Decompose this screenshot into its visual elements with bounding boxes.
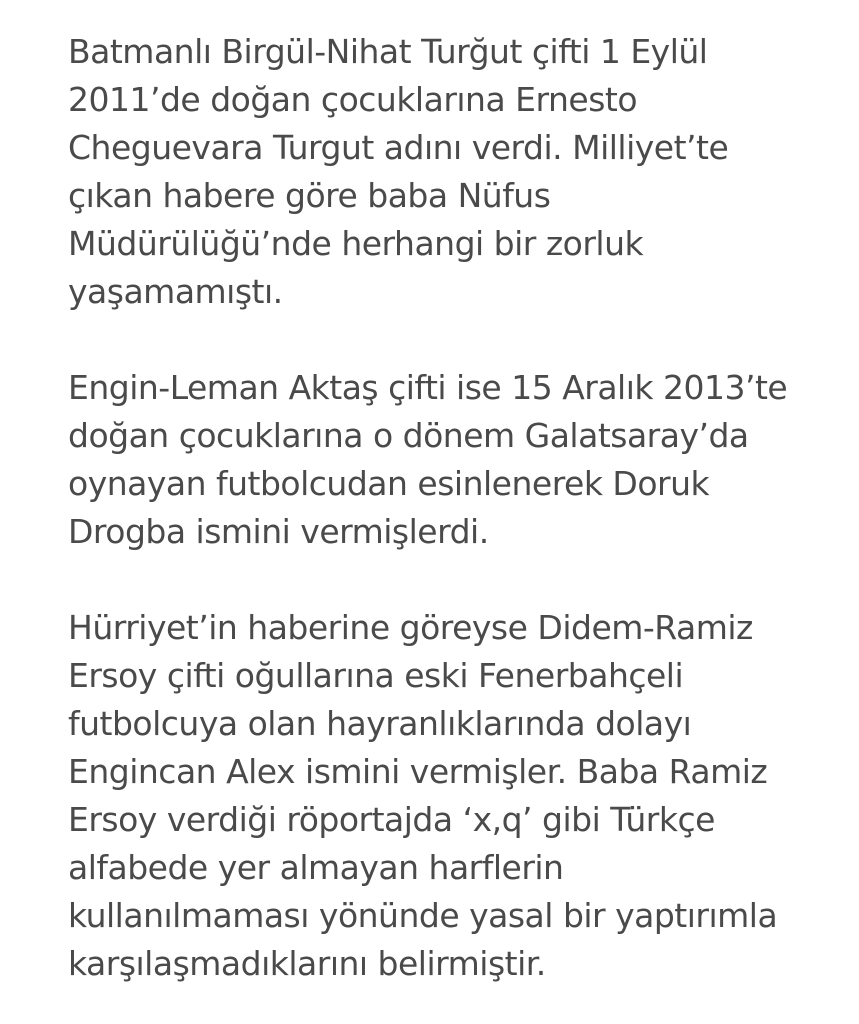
paragraph-line: alfabede yer almayan harflerin bbox=[68, 848, 564, 887]
paragraph-ernesto-cheguevara bbox=[68, 28, 838, 316]
paragraph-line: Ersoy çifti oğullarına eski Fenerbahçeli bbox=[68, 656, 684, 695]
paragraph-line: futbolcuya olan hayranlıklarında dolayı bbox=[68, 704, 692, 743]
paragraph-line: yaşamamıştı. bbox=[68, 272, 283, 311]
paragraph-line: Ersoy verdiği röportajda ‘x,q’ gibi Türkçe bbox=[68, 800, 715, 839]
paragraph-engincan-alex bbox=[68, 604, 838, 988]
paragraph-line: Müdürülüğü’nde herhangi bir zorluk bbox=[68, 224, 644, 263]
paragraph-line: doğan çocuklarına o dönem Galatsaray’da bbox=[68, 416, 749, 455]
paragraph-line: kullanılmaması yönünde yasal bir yaptırımla bbox=[68, 896, 778, 935]
article-body bbox=[68, 28, 838, 988]
paragraph-line: Cheguevara Turgut adını verdi. Milliyet’te bbox=[68, 128, 729, 167]
paragraph-line: Engin-Leman Aktaş çifti ise 15 Aralık 2013’te bbox=[68, 368, 788, 407]
paragraph-line: oynayan futbolcudan esinlenerek Doruk bbox=[68, 464, 710, 503]
paragraph-line: 2011’de doğan çocuklarına Ernesto bbox=[68, 80, 638, 119]
paragraph-line: Drogba ismini vermişlerdi. bbox=[68, 512, 489, 551]
paragraph-doruk-drogba bbox=[68, 364, 838, 556]
paragraph-line: çıkan habere göre baba Nüfus bbox=[68, 176, 551, 215]
paragraph-line: Hürriyet’in haberine göreyse Didem-Ramiz bbox=[68, 608, 753, 647]
paragraph-line: karşılaşmadıklarını belirmiştir. bbox=[68, 944, 546, 983]
paragraph-line: Engincan Alex ismini vermişler. Baba Ramiz bbox=[68, 752, 768, 791]
paragraph-line: Batmanlı Birgül-Nihat Turğut çifti 1 Eylül bbox=[68, 32, 708, 71]
